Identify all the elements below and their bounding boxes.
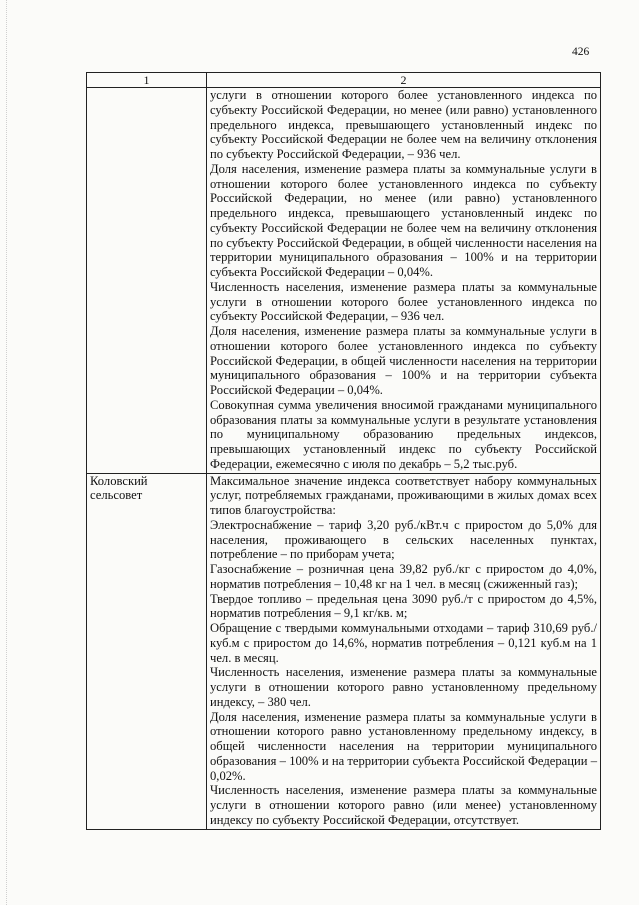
paragraph: Доля населения, изменение размера платы за коммунальные услуги в отношении которого более установленного индекса по субъекту Российской Федерации, но менее (или равно) установленного предельного индекса, превышающего установленный индекс по субъекту Российской Федерации не более чем на величину отклонения по субъекту Российской Федерации, в общей численности населения на территории муниципального образования – 100% и на территории субъекта Российской Федерации – 0,04%. — [210, 161, 597, 279]
paragraph: Численность населения, изменение размера платы за коммунальные услуги в отношении которого более установленного индекса по субъекту Российской Федерации, – 936 чел. — [210, 279, 597, 324]
row-content-cell — [207, 88, 601, 474]
scan-edge — [6, 0, 8, 905]
paragraph: Обращение с твердыми коммунальными отходами – тариф 310,69 руб./куб.м с приростом до 14,6%, норматив потребления – 0,121 куб.м на 1 чел. в месяц. — [210, 621, 597, 665]
row-content-cell — [207, 473, 601, 829]
paragraph: Доля населения, изменение размера платы за коммунальные услуги в отношении которого более установленного индекса по субъекту Российской Федерации, в общей численности населения на территории муниципального образования – 100% и на территории субъекта Российской Федерации – 0,04%. — [210, 324, 597, 397]
page-number: 426 — [572, 46, 590, 58]
paragraph: услуги в отношении которого более установленного индекса по субъекту Российской Федерации, но менее (или равно) установленного предельного индекса, превышающего установленный индекс по субъекту Российской Федерации не более чем на величину отклонения по субъекту Российской Федерации, – 936 чел. — [210, 88, 597, 161]
header-cell-1: 1 — [87, 73, 207, 88]
table-header-row — [87, 73, 601, 88]
paragraph: Твердое топливо – предельная цена 3090 руб./т с приростом до 4,5%, норматив потребления – 9,1 кг/кв. м; — [210, 591, 597, 621]
table-row — [87, 473, 601, 829]
paragraph: Численность населения, изменение размера платы за коммунальные услуги в отношении которого равно (или менее) установленному индексу по субъекту Российской Федерации, отсутствует. — [210, 783, 597, 827]
table-row — [87, 88, 601, 474]
content-table — [86, 72, 601, 830]
row-name-cell: Коловский сельсовет — [87, 473, 207, 829]
paragraph: Доля населения, изменение размера платы за коммунальные услуги в отношении которого равно установленному предельному индексу, в общей численности населения на территории муниципального образования – 100% и на территории субъекта Российской Федерации – 0,02%. — [210, 709, 597, 783]
paragraph: Максимальное значение индекса соответствует набору коммунальных услуг, потребляемых гражданами, проживающими в жилых домах всех типов благоустройства: — [210, 473, 597, 517]
row-name-cell — [87, 88, 207, 474]
paragraph: Газоснабжение – розничная цена 39,82 руб./кг с приростом до 4,0%, норматив потребления – 10,48 кг на 1 чел. в месяц (сжиженный газ); — [210, 562, 597, 591]
header-cell-2: 2 — [207, 73, 601, 88]
paragraph: Совокупная сумма увеличения вносимой гражданами муниципального образования платы за коммунальные услуги в результате установления по муниципальному образованию предельных индексов, превышающих установленный индекс по субъекту Российской Федерации, ежемесячно с июля по декабрь – 5,2 тыс.руб. — [210, 397, 597, 471]
paragraph: Численность населения, изменение размера платы за коммунальные услуги в отношении которого равно установленному предельному индексу, – 380 чел. — [210, 665, 597, 709]
paragraph: Электроснабжение – тариф 3,20 руб./кВт.ч с приростом до 5,0% для населения, проживающего в сельских населенных пунктах, потребление – по приборам учета; — [210, 517, 597, 562]
